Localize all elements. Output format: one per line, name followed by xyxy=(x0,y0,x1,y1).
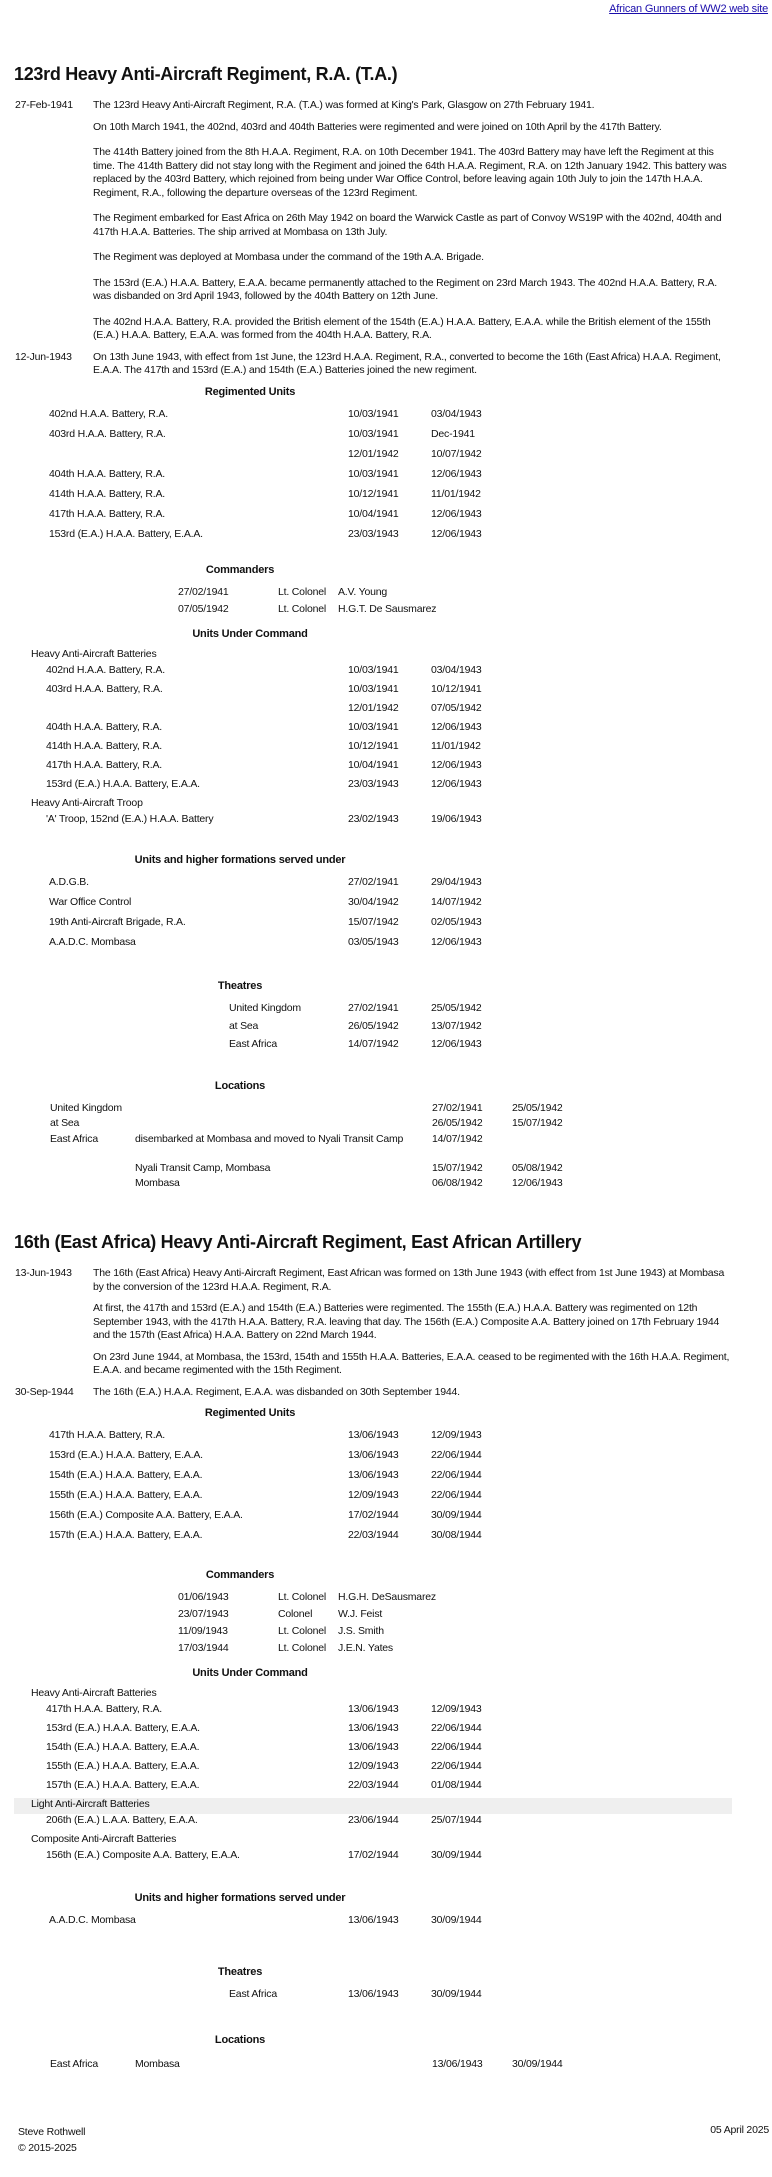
table-row xyxy=(0,1489,772,1509)
date-from: 12/09/1943 xyxy=(348,1760,399,1772)
date-from: 26/05/1942 xyxy=(348,1019,399,1032)
table-row xyxy=(0,721,772,740)
date-to: 22/06/1944 xyxy=(431,1760,482,1772)
unit-name: 154th (E.A.) H.A.A. Battery, E.A.A. xyxy=(49,1469,203,1481)
footer-updated-date: 05 April 2025 xyxy=(710,2124,769,2136)
table-row xyxy=(0,1117,772,1133)
commander-row xyxy=(0,603,772,620)
table-row xyxy=(0,448,772,468)
date-to: 30/09/1944 xyxy=(431,1914,482,1926)
formation-name: A.D.G.B. xyxy=(49,875,89,888)
table-row xyxy=(0,936,772,956)
regiment-title: 16th (East Africa) Heavy Anti-Aircraft Regiment, East African Artillery xyxy=(14,1232,582,1252)
table-row xyxy=(0,1849,772,1868)
commander-row xyxy=(0,1642,772,1659)
date-from: 10/03/1941 xyxy=(348,467,399,480)
unit-name: 153rd (E.A.) H.A.A. Battery, E.A.A. xyxy=(49,1449,203,1461)
locations-section xyxy=(0,1080,772,1192)
date-to: 22/06/1944 xyxy=(431,1722,482,1734)
date-to: 12/06/1943 xyxy=(431,467,482,480)
table-row xyxy=(0,1449,772,1469)
unit-name: 417th H.A.A. Battery, R.A. xyxy=(46,1703,162,1715)
unit-name: 414th H.A.A. Battery, R.A. xyxy=(49,487,165,500)
unit-name: 403rd H.A.A. Battery, R.A. xyxy=(46,682,163,695)
section-title: Units Under Command xyxy=(192,627,308,640)
footer-copyright: © 2015-2025 xyxy=(18,2142,77,2154)
date-from: 17/02/1944 xyxy=(348,1509,399,1521)
date-to: 12/06/1943 xyxy=(431,507,482,520)
location-place: Mombasa xyxy=(135,2058,180,2070)
date-from: 12/01/1942 xyxy=(348,447,399,460)
commander-rank: Lt. Colonel xyxy=(278,585,326,598)
date-to: 11/01/1942 xyxy=(431,739,481,752)
site-home-link[interactable]: African Gunners of WW2 web site xyxy=(609,3,768,15)
formation-name: 19th Anti-Aircraft Brigade, R.A. xyxy=(49,915,186,928)
event-paragraph: The 153rd (E.A.) H.A.A. Battery, E.A.A. became permanently attached to the Regiment on 23rd March 1943. The 402nd H.A.A. Battery, R.A. was disbanded on 3rd April 1943, followed by the 404th Battery on 12th June. xyxy=(93,276,717,302)
commander-date: 23/07/1943 xyxy=(178,1608,229,1620)
event-paragraph: On 23rd June 1944, at Mombasa, the 153rd, 154th and 155th H.A.A. Batteries, E.A.A. ceased to be regimented with the 16th H.A.A. Regiment, E.A.A. and became regimented with the 15th Regiment. xyxy=(93,1350,730,1376)
date-from: 10/03/1941 xyxy=(348,682,399,695)
table-row xyxy=(0,488,772,508)
date-from: 13/06/1943 xyxy=(348,1722,399,1734)
event-paragraph: At first, the 417th and 153rd (E.A.) and 154th (E.A.) Batteries were regimented. The 155th (E.A.) H.A.A. Battery was regimented on 12th September 1943, with the 417th H.A.A. Battery, R.A. leaving that day. The 156th (E.A.) Composite A.A. Battery joined on 17th February 1944 and the 157th (East Africa) H.A.A. Battery on 22nd March 1944. xyxy=(93,1302,720,1341)
locations-section xyxy=(0,2034,772,2073)
location-area: East Africa xyxy=(50,2058,98,2070)
commander-date: 07/05/1942 xyxy=(178,602,229,615)
commander-name: W.J. Feist xyxy=(338,1608,383,1620)
history-event xyxy=(0,1267,772,1378)
table-row xyxy=(0,1038,772,1056)
date-to: 22/06/1944 xyxy=(431,1489,482,1501)
date-to: 11/01/1942 xyxy=(431,487,481,500)
commanders-section xyxy=(0,1569,772,1659)
date-from: 10/03/1941 xyxy=(348,427,399,440)
commander-rank: Lt. Colonel xyxy=(278,1625,326,1637)
date-from: 13/06/1943 xyxy=(348,1741,399,1753)
date-from: 23/03/1943 xyxy=(348,527,399,540)
unit-group-label: Composite Anti-Aircraft Batteries xyxy=(31,1833,177,1845)
table-row xyxy=(0,702,772,721)
commander-name: H.G.T. De Sausmarez xyxy=(338,602,437,615)
date-to: 12/06/1943 xyxy=(431,935,482,948)
unit-name: 157th (E.A.) H.A.A. Battery, E.A.A. xyxy=(46,1779,200,1791)
regimented-units-section xyxy=(0,1407,772,1549)
table-row xyxy=(0,1760,772,1779)
date-from: 27/02/1941 xyxy=(348,1001,399,1014)
date-from: 10/03/1941 xyxy=(348,720,399,733)
table-row xyxy=(0,813,772,832)
commander-date: 01/06/1943 xyxy=(178,1591,229,1603)
unit-name: 153rd (E.A.) H.A.A. Battery, E.A.A. xyxy=(49,527,203,540)
commander-date: 27/02/1941 xyxy=(178,585,229,598)
location-area: East Africa xyxy=(50,1132,98,1145)
table-row xyxy=(0,1002,772,1020)
event-date: 30-Sep-1944 xyxy=(15,1385,74,1398)
unit-group-label: Heavy Anti-Aircraft Batteries xyxy=(31,1687,157,1699)
date-to: 22/06/1944 xyxy=(431,1741,482,1753)
date-to: 12/06/1943 xyxy=(431,527,482,540)
table-row xyxy=(0,1102,772,1117)
table-row xyxy=(0,408,772,428)
date-from: 10/04/1941 xyxy=(348,507,399,520)
unit-name: 156th (E.A.) Composite A.A. Battery, E.A.A. xyxy=(49,1509,243,1521)
commander-date: 17/03/1944 xyxy=(178,1642,229,1654)
date-from: 22/03/1944 xyxy=(348,1529,399,1541)
commander-rank: Colonel xyxy=(278,1608,313,1620)
date-from: 13/06/1943 xyxy=(348,1429,399,1441)
date-from: 17/02/1944 xyxy=(348,1849,399,1861)
table-row xyxy=(0,468,772,488)
date-to: 12/06/1943 xyxy=(431,758,482,771)
units-under-command-section xyxy=(0,628,772,832)
date-from: 03/05/1943 xyxy=(348,935,399,948)
date-to: 22/06/1944 xyxy=(431,1449,482,1461)
date-to: 12/06/1943 xyxy=(431,777,482,790)
date-from: 14/07/1942 xyxy=(432,1132,483,1145)
table-row xyxy=(0,1177,772,1192)
table-row xyxy=(0,1722,772,1741)
theatres-section xyxy=(0,1966,772,2006)
date-from: 14/07/1942 xyxy=(348,1037,399,1050)
units-under-command-section xyxy=(0,1667,772,1868)
unit-name: 403rd H.A.A. Battery, R.A. xyxy=(49,427,166,440)
commander-row xyxy=(0,1608,772,1625)
date-to: Dec-1941 xyxy=(431,427,475,440)
section-title: Regimented Units xyxy=(204,385,296,398)
table-row xyxy=(0,1814,772,1833)
event-paragraph: On 13th June 1943, with effect from 1st June, the 123rd H.A.A. Regiment, R.A., converted to become the 16th (East Africa) H.A.A. Regiment, E.A.A. The 417th and 153rd (E.A.) and 154th (E.A.) Batteries joined the new regiment. xyxy=(93,350,721,376)
table-row xyxy=(0,1020,772,1038)
unit-name: 414th H.A.A. Battery, R.A. xyxy=(46,739,162,752)
theatres-section xyxy=(0,980,772,1056)
date-to: 22/06/1944 xyxy=(431,1469,482,1481)
table-row xyxy=(0,916,772,936)
unit-name: 404th H.A.A. Battery, R.A. xyxy=(49,467,165,480)
history-event xyxy=(0,99,772,343)
date-from: 30/04/1942 xyxy=(348,895,399,908)
section-title: Locations xyxy=(214,2034,266,2046)
section-title: Units and higher formations served under xyxy=(134,853,346,866)
date-from: 10/12/1941 xyxy=(348,739,399,752)
regiment-16th-ea-haa xyxy=(0,1232,772,2073)
date-to: 01/08/1944 xyxy=(431,1779,482,1791)
location-area: United Kingdom xyxy=(50,1101,122,1114)
section-title: Locations xyxy=(214,1079,266,1092)
date-from: 10/12/1941 xyxy=(348,487,399,500)
date-to: 30/09/1944 xyxy=(431,1849,482,1861)
event-paragraph: On 10th March 1941, the 402nd, 403rd and 404th Batteries were regimented and were joined on 10th April by the 417th Battery. xyxy=(93,120,662,133)
commander-rank: Lt. Colonel xyxy=(278,602,326,615)
regiment-123rd-haa xyxy=(0,64,772,1192)
commander-row xyxy=(0,1591,772,1608)
commander-name: J.S. Smith xyxy=(338,1625,384,1637)
date-to: 02/05/1943 xyxy=(431,915,482,928)
unit-name: 153rd (E.A.) H.A.A. Battery, E.A.A. xyxy=(46,1722,200,1734)
date-to: 03/04/1943 xyxy=(431,407,482,420)
date-from: 13/06/1943 xyxy=(348,1914,399,1926)
table-row xyxy=(0,528,772,548)
table-row xyxy=(0,2058,772,2073)
date-from: 10/04/1941 xyxy=(348,758,399,771)
date-from: 10/03/1941 xyxy=(348,663,399,676)
date-to: 30/09/1944 xyxy=(431,1988,482,2000)
table-row xyxy=(0,1162,772,1177)
date-from: 15/07/1942 xyxy=(432,1161,483,1174)
table-row xyxy=(0,1429,772,1449)
date-to: 15/07/1942 xyxy=(512,1116,563,1129)
event-date: 12-Jun-1943 xyxy=(15,350,72,363)
footer xyxy=(18,2124,85,2156)
date-from: 15/07/1942 xyxy=(348,915,399,928)
date-from: 22/03/1944 xyxy=(348,1779,399,1791)
date-from: 13/06/1943 xyxy=(348,1449,399,1461)
date-to: 25/07/1944 xyxy=(431,1814,482,1826)
table-row xyxy=(0,664,772,683)
date-to: 03/04/1943 xyxy=(431,663,482,676)
formation-name: A.A.D.C. Mombasa xyxy=(49,1914,136,1926)
commander-name: H.G.H. DeSausmarez xyxy=(338,1591,436,1603)
date-from: 26/05/1942 xyxy=(432,1116,483,1129)
unit-group-label-highlighted: Light Anti-Aircraft Batteries xyxy=(14,1798,732,1814)
date-to: 12/06/1943 xyxy=(431,720,482,733)
date-to: 12/06/1943 xyxy=(431,1037,482,1050)
date-from: 13/06/1943 xyxy=(348,1988,399,2000)
commander-name: J.E.N. Yates xyxy=(338,1642,393,1654)
date-to: 25/05/1942 xyxy=(431,1001,482,1014)
section-title: Commanders xyxy=(205,563,275,576)
unit-name: 417th H.A.A. Battery, R.A. xyxy=(46,758,162,771)
regimented-units-section xyxy=(0,386,772,548)
date-to: 30/09/1944 xyxy=(512,2058,563,2070)
table-row xyxy=(0,1703,772,1722)
section-title: Theatres xyxy=(217,979,263,992)
table-row xyxy=(0,1529,772,1549)
commander-name: A.V. Young xyxy=(338,585,388,598)
date-to: 10/07/1942 xyxy=(431,447,482,460)
table-row xyxy=(0,876,772,896)
theatre-name: at Sea xyxy=(229,1019,259,1032)
date-to: 07/05/1942 xyxy=(431,701,482,714)
unit-name: 156th (E.A.) Composite A.A. Battery, E.A.A. xyxy=(46,1849,240,1861)
event-date: 13-Jun-1943 xyxy=(15,1267,72,1279)
unit-name: 206th (E.A.) L.A.A. Battery, E.A.A. xyxy=(46,1814,198,1826)
event-paragraph: The 16th (E.A.) H.A.A. Regiment, E.A.A. was disbanded on 30th September 1944. xyxy=(93,1385,460,1398)
formations-section xyxy=(0,854,772,956)
location-place: disembarked at Mombasa and moved to Nyali Transit Camp xyxy=(135,1132,404,1145)
section-title: Commanders xyxy=(205,1569,275,1581)
table-row xyxy=(0,778,772,797)
section-title: Units Under Command xyxy=(192,1667,308,1679)
unit-group-label: Heavy Anti-Aircraft Batteries xyxy=(31,647,157,660)
table-row xyxy=(0,1133,772,1162)
event-paragraph: The Regiment was deployed at Mombasa under the command of the 19th A.A. Brigade. xyxy=(93,251,484,263)
section-title: Units and higher formations served under xyxy=(134,1892,346,1904)
location-place: Mombasa xyxy=(135,1176,180,1189)
unit-name: 154th (E.A.) H.A.A. Battery, E.A.A. xyxy=(46,1741,200,1753)
date-to: 12/06/1943 xyxy=(512,1176,563,1189)
history-event xyxy=(0,351,772,378)
commander-date: 11/09/1943 xyxy=(178,1625,228,1637)
date-from: 23/06/1944 xyxy=(348,1814,399,1826)
table-row xyxy=(0,683,772,702)
section-title: Theatres xyxy=(217,1966,263,1978)
commander-rank: Lt. Colonel xyxy=(278,1591,326,1603)
event-paragraph: The 414th Battery joined from the 8th H.A.A. Regiment, R.A. on 10th December 1941. The 403rd Battery may have left the Regiment at this time. The 414th Battery did not stay long with the Regiment and joined the 64th H.A.A. Regiment, R.A. on 12th January 1942. This battery was replaced by the 403rd Battery, which rejoined from being under War Office Control, before leaving again 10th July to join the 147th H.A.A. Regiment, R.A., following the departure overseas of the 123rd Regiment. xyxy=(93,146,727,199)
theatre-name: United Kingdom xyxy=(229,1001,301,1014)
section-title: Regimented Units xyxy=(204,1407,296,1419)
table-row xyxy=(0,759,772,778)
date-to: 19/06/1943 xyxy=(431,812,482,825)
unit-name: 157th (E.A.) H.A.A. Battery, E.A.A. xyxy=(49,1529,203,1541)
location-place: Nyali Transit Camp, Mombasa xyxy=(135,1161,271,1174)
commander-row xyxy=(0,1625,772,1642)
commander-rank: Lt. Colonel xyxy=(278,1642,326,1654)
table-row xyxy=(0,428,772,448)
commander-row xyxy=(0,586,772,603)
unit-name: 402nd H.A.A. Battery, R.A. xyxy=(49,407,168,420)
table-row xyxy=(0,1741,772,1760)
table-row xyxy=(0,1469,772,1489)
unit-name: 417th H.A.A. Battery, R.A. xyxy=(49,507,165,520)
unit-name: 155th (E.A.) H.A.A. Battery, E.A.A. xyxy=(46,1760,200,1772)
event-paragraph: The 123rd Heavy Anti-Aircraft Regiment, R.A. (T.A.) was formed at King's Park, Glasgow on 27th February 1941. xyxy=(93,99,595,111)
theatre-name: East Africa xyxy=(229,1988,277,2000)
table-row xyxy=(0,508,772,528)
unit-name: 'A' Troop, 152nd (E.A.) H.A.A. Battery xyxy=(46,812,214,825)
unit-name: 153rd (E.A.) H.A.A. Battery, E.A.A. xyxy=(46,777,200,790)
location-area: at Sea xyxy=(50,1116,80,1129)
date-from: 06/08/1942 xyxy=(432,1176,483,1189)
formation-name: A.A.D.C. Mombasa xyxy=(49,935,136,948)
event-paragraph: The 16th (East Africa) Heavy Anti-Aircraft Regiment, East African was formed on 13th June 1943 (with effect from 1st June 1943) at Mombasa by the conversion of the 123rd H.A.A. Regiment, R.A. xyxy=(93,1267,725,1293)
date-from: 12/09/1943 xyxy=(348,1489,399,1501)
unit-name: 155th (E.A.) H.A.A. Battery, E.A.A. xyxy=(49,1489,203,1501)
date-from: 10/03/1941 xyxy=(348,407,399,420)
table-row xyxy=(0,1988,772,2006)
unit-group-label: Heavy Anti-Aircraft Troop xyxy=(31,796,143,809)
date-to: 10/12/1941 xyxy=(431,682,482,695)
date-to: 30/08/1944 xyxy=(431,1529,482,1541)
table-row xyxy=(0,740,772,759)
date-to: 13/07/1942 xyxy=(431,1019,482,1032)
table-row xyxy=(0,1509,772,1529)
date-to: 12/09/1943 xyxy=(431,1703,482,1715)
table-row xyxy=(0,1779,772,1798)
formations-section xyxy=(0,1892,772,1934)
event-paragraph: The 402nd H.A.A. Battery, R.A. provided the British element of the 154th (E.A.) H.A.A. Battery, E.A.A. while the British element of the 155th (E.A.) H.A.A. Battery, E.A.A. was formed from the 404th H.A.A. Battery, R.A. xyxy=(93,315,711,341)
theatre-name: East Africa xyxy=(229,1037,277,1050)
date-from: 12/01/1942 xyxy=(348,701,399,714)
date-from: 27/02/1941 xyxy=(432,1101,483,1114)
date-from: 13/06/1943 xyxy=(432,2058,483,2070)
regiment-title: 123rd Heavy Anti-Aircraft Regiment, R.A. (T.A.) xyxy=(14,64,398,84)
date-from: 13/06/1943 xyxy=(348,1469,399,1481)
date-from: 23/02/1943 xyxy=(348,812,399,825)
unit-name: 402nd H.A.A. Battery, R.A. xyxy=(46,663,165,676)
date-from: 27/02/1941 xyxy=(348,875,399,888)
date-to: 25/05/1942 xyxy=(512,1101,563,1114)
table-row xyxy=(0,896,772,916)
table-row xyxy=(0,1914,772,1934)
formation-name: War Office Control xyxy=(49,895,132,908)
date-to: 05/08/1942 xyxy=(512,1161,563,1174)
date-to: 12/09/1943 xyxy=(431,1429,482,1441)
date-to: 30/09/1944 xyxy=(431,1509,482,1521)
event-paragraph: The Regiment embarked for East Africa on 26th May 1942 on board the Warwick Castle as part of Convoy WS19P with the 402nd, 404th and 417th H.A.A. Batteries. The ship arrived at Mombasa on 13th July. xyxy=(93,212,722,238)
date-to: 14/07/1942 xyxy=(431,895,482,908)
date-to: 29/04/1943 xyxy=(431,875,482,888)
unit-name: 404th H.A.A. Battery, R.A. xyxy=(46,720,162,733)
date-from: 23/03/1943 xyxy=(348,777,399,790)
footer-author: Steve Rothwell xyxy=(18,2126,86,2138)
unit-name: 417th H.A.A. Battery, R.A. xyxy=(49,1429,165,1441)
event-date: 27-Feb-1941 xyxy=(15,99,73,111)
commanders-section xyxy=(0,564,772,620)
date-from: 13/06/1943 xyxy=(348,1703,399,1715)
history-event xyxy=(0,1386,772,1400)
